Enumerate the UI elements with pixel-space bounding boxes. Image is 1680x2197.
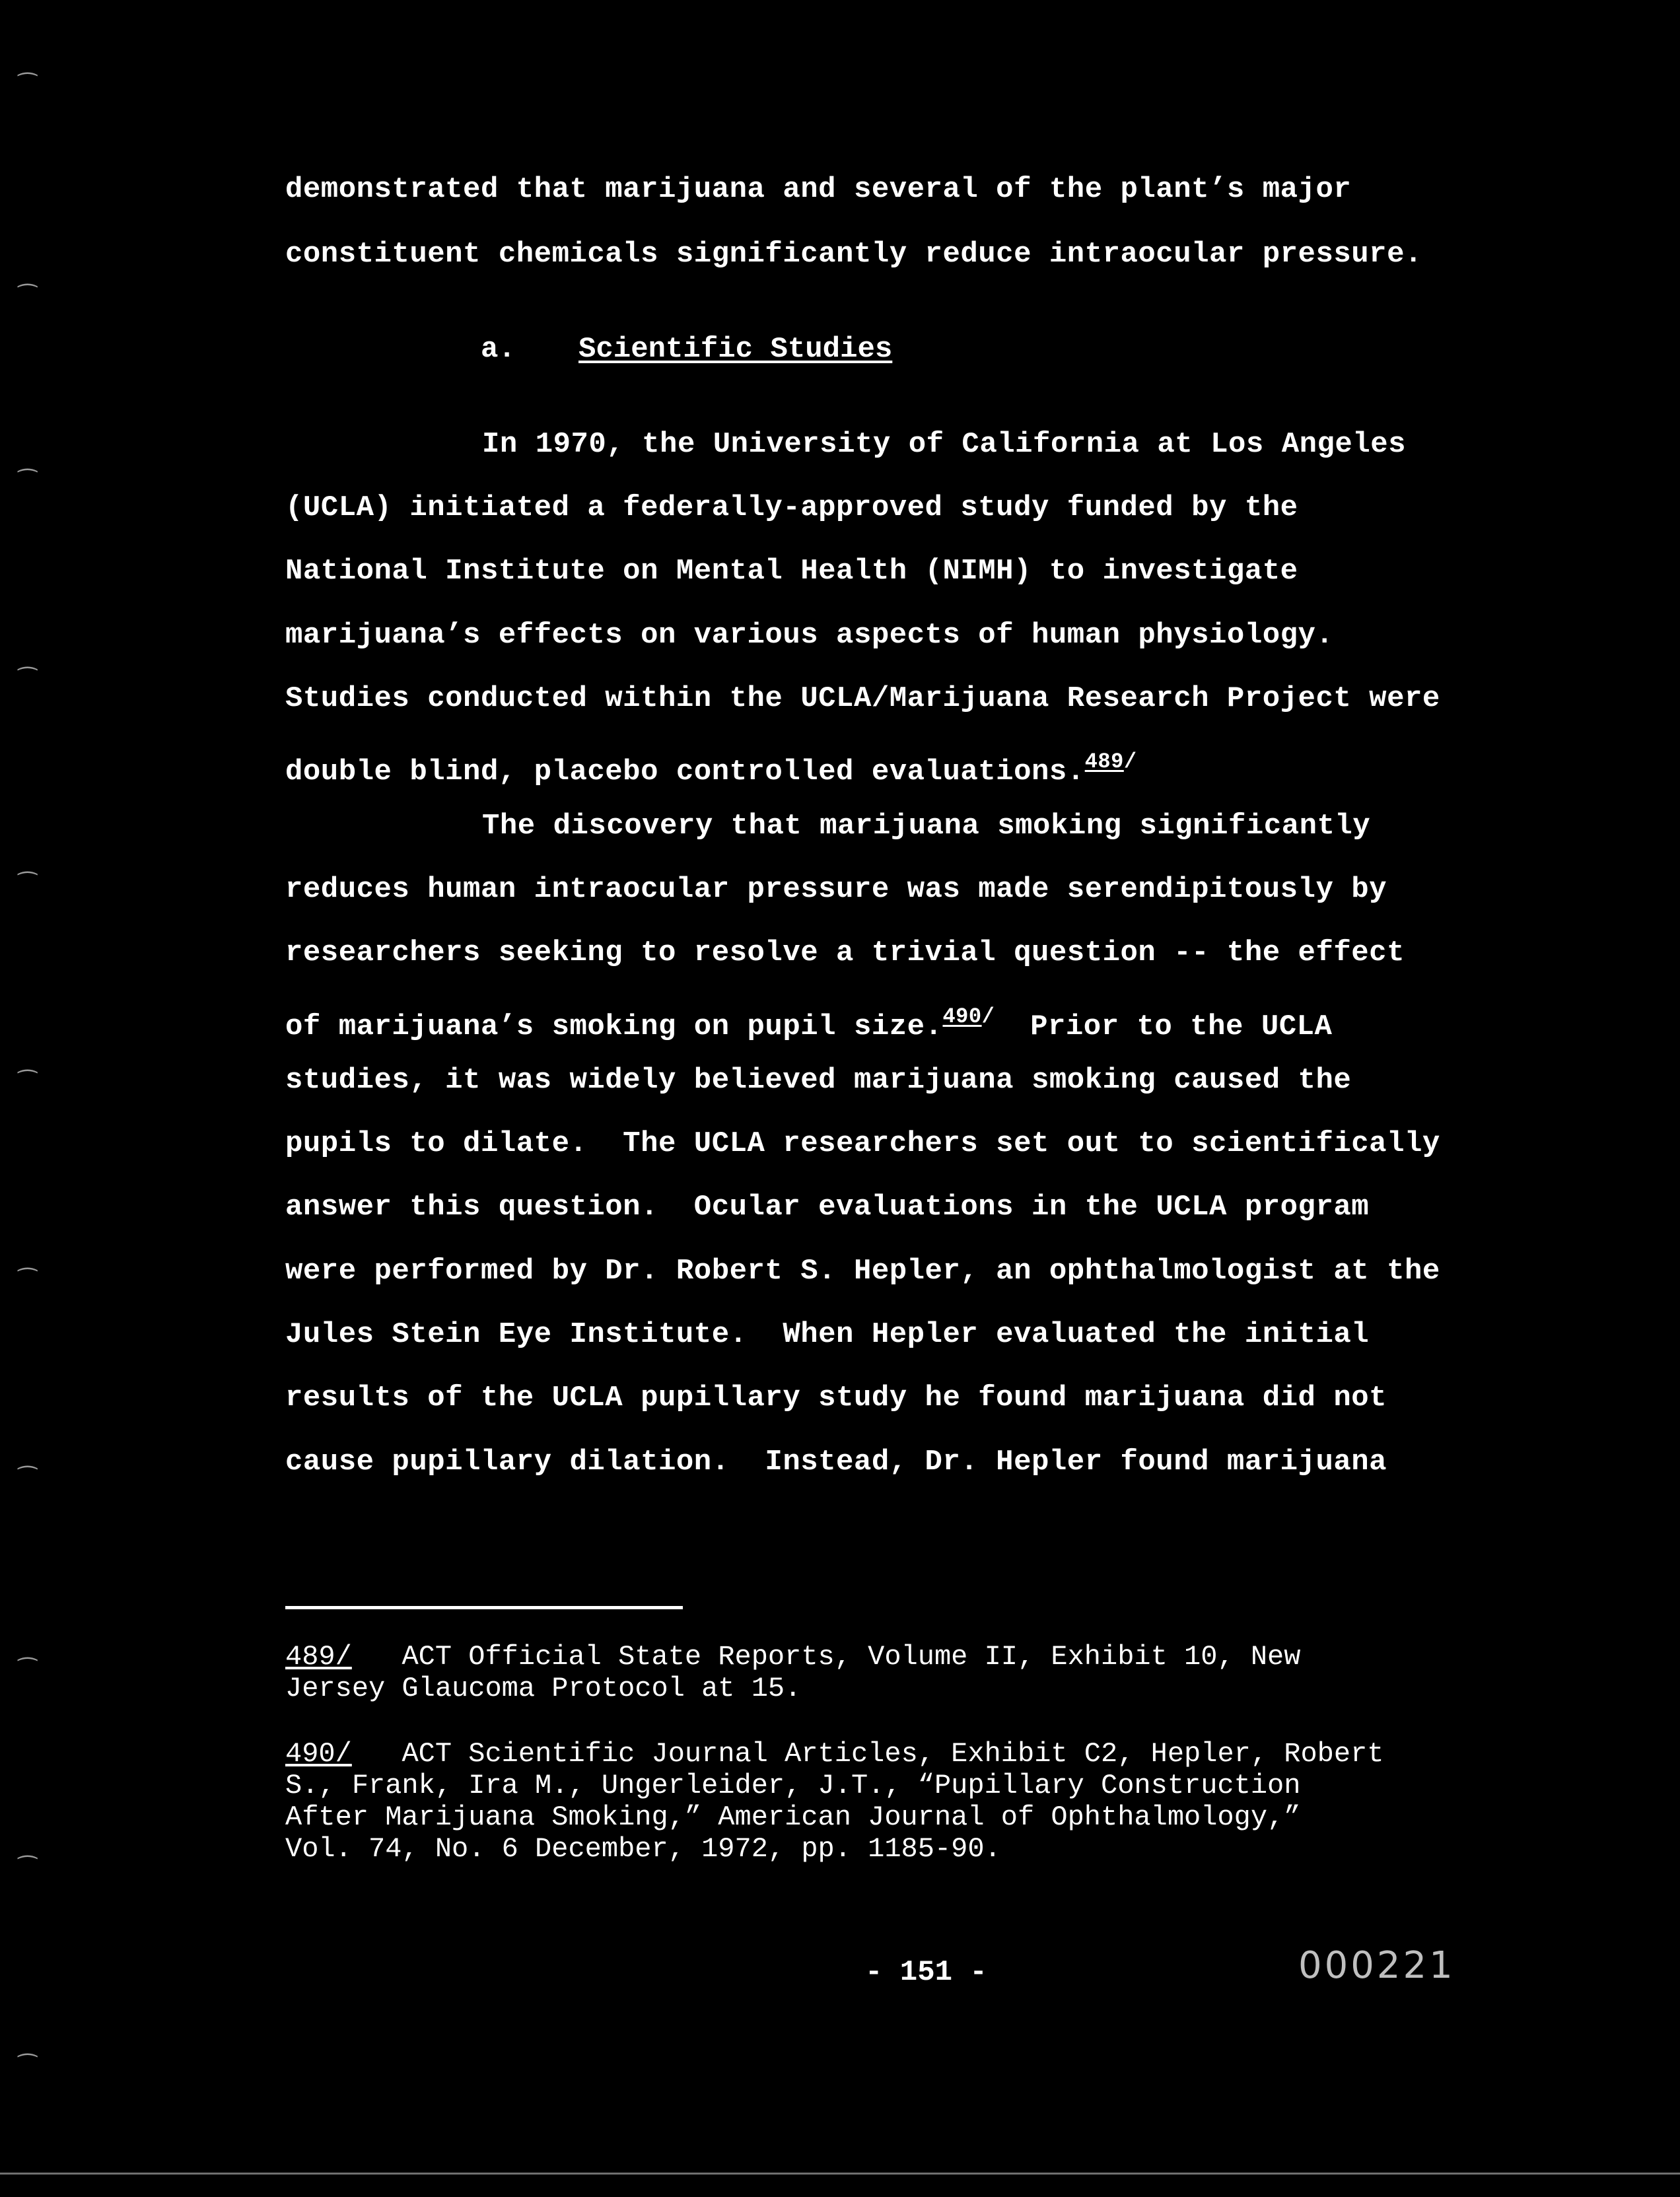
paragraph-line: were performed by Dr. Robert S. Hepler, an ophthalmologist at the bbox=[285, 1255, 1440, 1288]
footnote-text: After Marijuana Smoking,” American Journal of Ophthalmology,” bbox=[285, 1801, 1301, 1833]
paragraph-line: cause pupillary dilation. Instead, Dr. Hepler found marijuana bbox=[285, 1446, 1387, 1479]
section-letter: a. bbox=[481, 333, 516, 366]
paragraph-text: double blind, placebo controlled evaluations. bbox=[285, 755, 1085, 788]
paragraph-line: National Institute on Mental Health (NIMH) to investigate bbox=[285, 555, 1298, 588]
scan-artifact: ⁀ bbox=[18, 2054, 37, 2080]
paragraph-line: In 1970, the University of California at Los Angeles bbox=[482, 428, 1407, 461]
footnote-slash: / bbox=[1123, 750, 1137, 774]
footnote-490 bbox=[285, 1738, 1383, 1770]
body-line: constituent chemicals significantly reduce intraocular pressure. bbox=[285, 238, 1422, 271]
scan-artifact: ⁀ bbox=[18, 1070, 37, 1096]
scan-artifact: ⁀ bbox=[18, 1466, 37, 1492]
footnote-text: Vol. 74, No. 6 December, 1972, pp. 1185-90. bbox=[285, 1833, 1001, 1865]
body-line: demonstrated that marijuana and several of the plant’s major bbox=[285, 173, 1352, 206]
paragraph-line: researchers seeking to resolve a trivial question -- the effect bbox=[285, 936, 1405, 969]
paragraph-text: of marijuana’s smoking on pupil size. bbox=[285, 1010, 943, 1043]
paragraph-line: Studies conducted within the UCLA/Marijuana Research Project were bbox=[285, 682, 1440, 715]
paragraph-line: studies, it was widely believed marijuana smoking caused the bbox=[285, 1064, 1352, 1097]
footnote-489 bbox=[285, 1641, 1300, 1673]
paragraph-line bbox=[285, 999, 1332, 1045]
scan-artifact: ⁀ bbox=[18, 284, 37, 310]
paragraph-line: marijuana’s effects on various aspects of human physiology. bbox=[285, 619, 1334, 652]
footnote-text: ACT Official State Reports, Volume II, Exhibit 10, New bbox=[351, 1641, 1301, 1673]
scan-edge bbox=[0, 2173, 1680, 2175]
footnote-text: Jersey Glaucoma Protocol at 15. bbox=[285, 1673, 802, 1704]
footnote-reference-490[interactable]: 490 bbox=[942, 1004, 982, 1029]
footnote-text: S., Frank, Ira M., Ungerleider, J.T., “Pupillary Construction bbox=[285, 1770, 1301, 1801]
paragraph-line: (UCLA) initiated a federally-approved study funded by the bbox=[285, 491, 1298, 524]
paragraph-line: Jules Stein Eye Institute. When Hepler evaluated the initial bbox=[285, 1318, 1370, 1351]
footnote-reference-489[interactable]: 489 bbox=[1084, 750, 1124, 774]
paragraph-line bbox=[285, 744, 1137, 790]
footnote-text: ACT Scientific Journal Articles, Exhibit C2, Hepler, Robert bbox=[351, 1738, 1384, 1770]
scan-artifact: ⁀ bbox=[18, 667, 37, 693]
scan-artifact: ⁀ bbox=[18, 872, 37, 898]
paragraph-line: results of the UCLA pupillary study he found marijuana did not bbox=[285, 1381, 1387, 1414]
paragraph-line: reduces human intraocular pressure was made serendipitously by bbox=[285, 873, 1387, 906]
footnote-number: 490/ bbox=[285, 1738, 352, 1770]
footnote-divider bbox=[285, 1606, 683, 1609]
scan-artifact: ⁀ bbox=[18, 1268, 37, 1294]
paragraph-line: pupils to dilate. The UCLA researchers set out to scientifically bbox=[285, 1127, 1440, 1160]
scan-artifact: ⁀ bbox=[18, 73, 37, 99]
scan-artifact: ⁀ bbox=[18, 1856, 37, 1882]
bates-stamp: 000221 bbox=[1298, 1944, 1455, 1987]
footnote-slash: / bbox=[981, 1004, 995, 1029]
scan-artifact: ⁀ bbox=[18, 469, 37, 495]
paragraph-text: Prior to the UCLA bbox=[995, 1010, 1333, 1043]
section-title: Scientific Studies bbox=[578, 333, 893, 366]
paragraph-line: The discovery that marijuana smoking significantly bbox=[482, 810, 1371, 843]
scan-artifact: ⁀ bbox=[18, 1657, 37, 1684]
paragraph-line: answer this question. Ocular evaluations in the UCLA program bbox=[285, 1191, 1370, 1224]
page-number: - 151 - bbox=[865, 1956, 987, 1989]
footnote-number: 489/ bbox=[285, 1641, 352, 1673]
